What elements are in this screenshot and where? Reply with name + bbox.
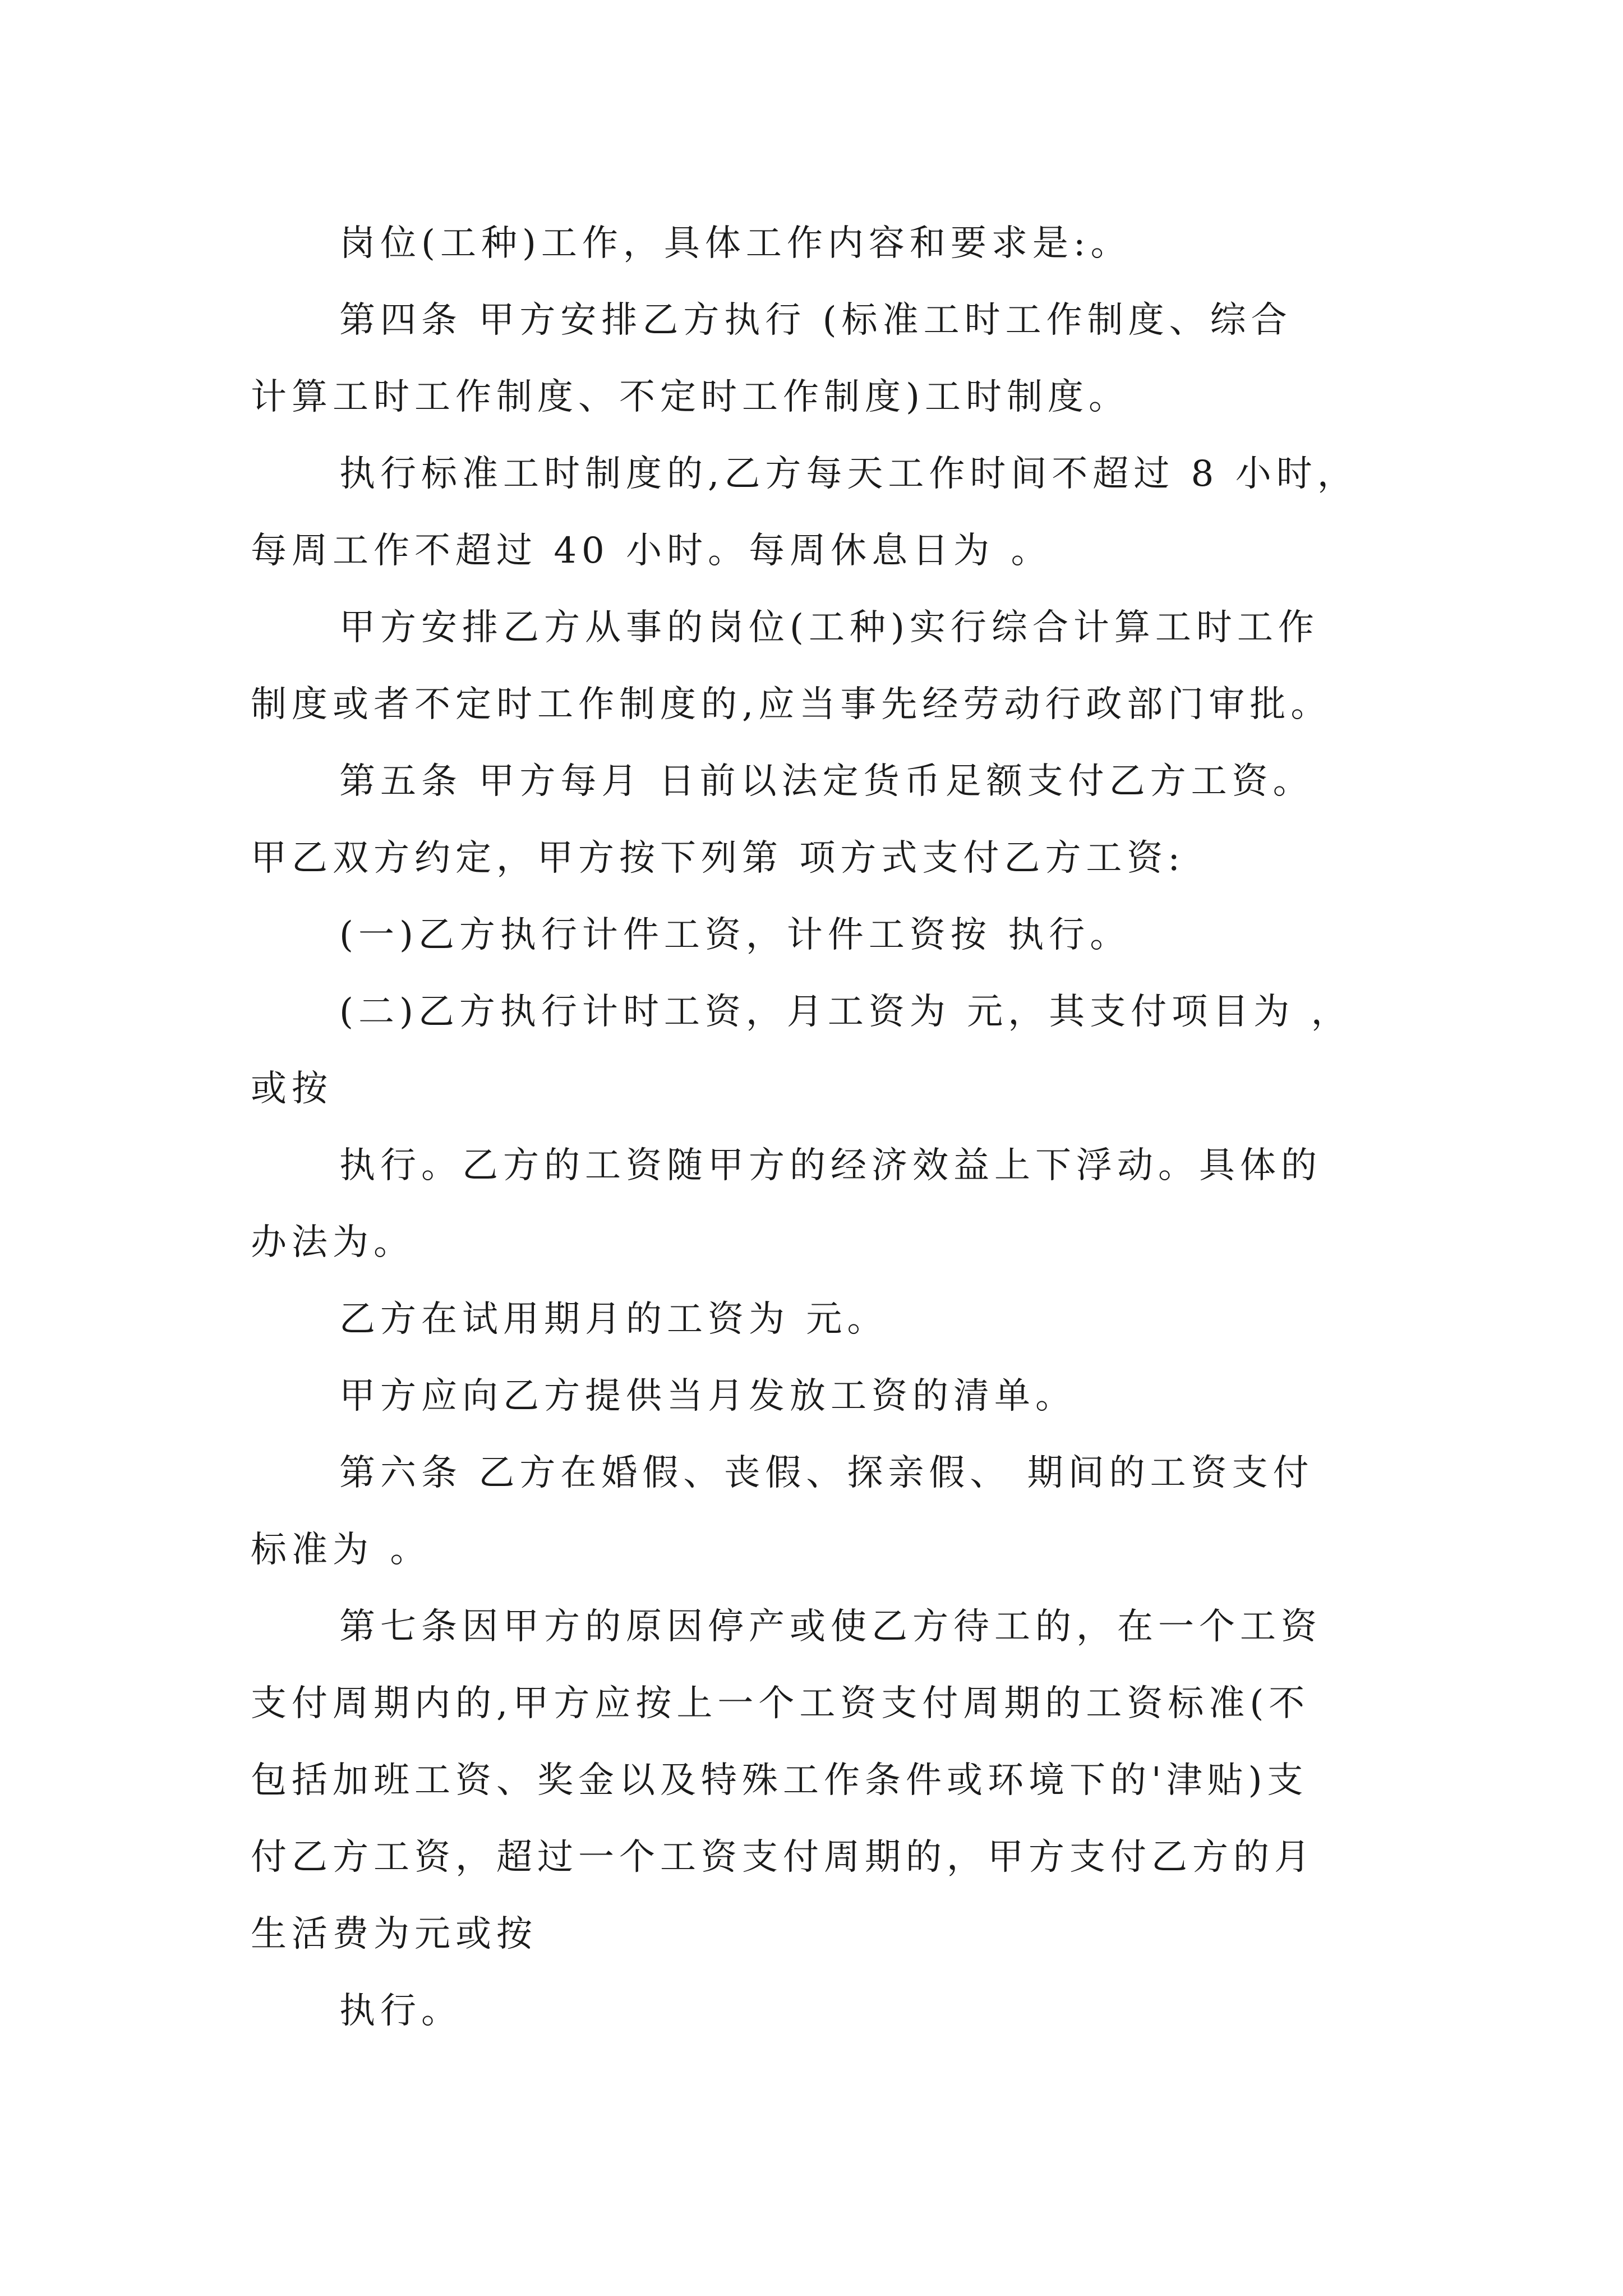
paragraph-line: 执行。: [339, 1990, 462, 2032]
paragraph-line: 执行。乙方的工资随甲方的经济效益上下浮动。具体的: [339, 1145, 1322, 1186]
document-body: [251, 205, 1395, 2050]
paragraph-line: 每周工作不超过 40 小时。每周休息日为 。: [251, 530, 1052, 572]
paragraph-line: 第四条 甲方安排乙方执行 (标准工时工作制度、综合: [339, 300, 1292, 341]
paragraph-line: 生活费为元或按: [251, 1913, 537, 1955]
paragraph-line: 岗位(工种)工作，具体工作内容和要求是:。: [339, 223, 1132, 264]
paragraph-line: (一)乙方执行计件工资，计件工资按 执行。: [339, 914, 1131, 956]
paragraph-line: 制度或者不定时工作制度的,应当事先经劳动行政部门审批。: [251, 684, 1332, 725]
paragraph-line: 计算工时工作制度、不定时工作制度)工时制度。: [251, 376, 1129, 418]
paragraph-line: (二)乙方执行计时工资，月工资为 元，其支付项目为 ，: [339, 991, 1352, 1033]
paragraph-line: 办法为。: [251, 1222, 414, 1263]
paragraph-line: 或按: [251, 1068, 333, 1110]
paragraph-line: 甲乙双方约定，甲方按下列第 项方式支付乙方工资:: [251, 838, 1185, 879]
paragraph-line: 甲方应向乙方提供当月发放工资的清单。: [339, 1375, 1076, 1417]
paragraph-line: 包括加班工资、奖金以及特殊工作条件或环境下的'津贴)支: [251, 1760, 1308, 1801]
paragraph-line: 甲方安排乙方从事的岗位(工种)实行综合计算工时工作: [339, 607, 1319, 648]
paragraph-line: 支付周期内的,甲方应按上一个工资支付周期的工资标准(不: [251, 1683, 1310, 1724]
paragraph-line: 标准为 。: [251, 1529, 431, 1571]
paragraph-line: 第六条 乙方在婚假、丧假、探亲假、 期间的工资支付: [339, 1452, 1314, 1494]
paragraph-line: 第七条因甲方的原因停产或使乙方待工的，在一个工资: [339, 1606, 1322, 1648]
paragraph-line: 执行标准工时制度的,乙方每天工作时间不超过 8 小时，: [339, 453, 1358, 495]
paragraph-line: 付乙方工资，超过一个工资支付周期的，甲方支付乙方的月: [251, 1837, 1315, 1878]
paragraph-line: 第五条 甲方每月 日前以法定货币足额支付乙方工资。: [339, 761, 1314, 802]
paragraph-line: 乙方在试用期月的工资为 元。: [339, 1299, 888, 1340]
